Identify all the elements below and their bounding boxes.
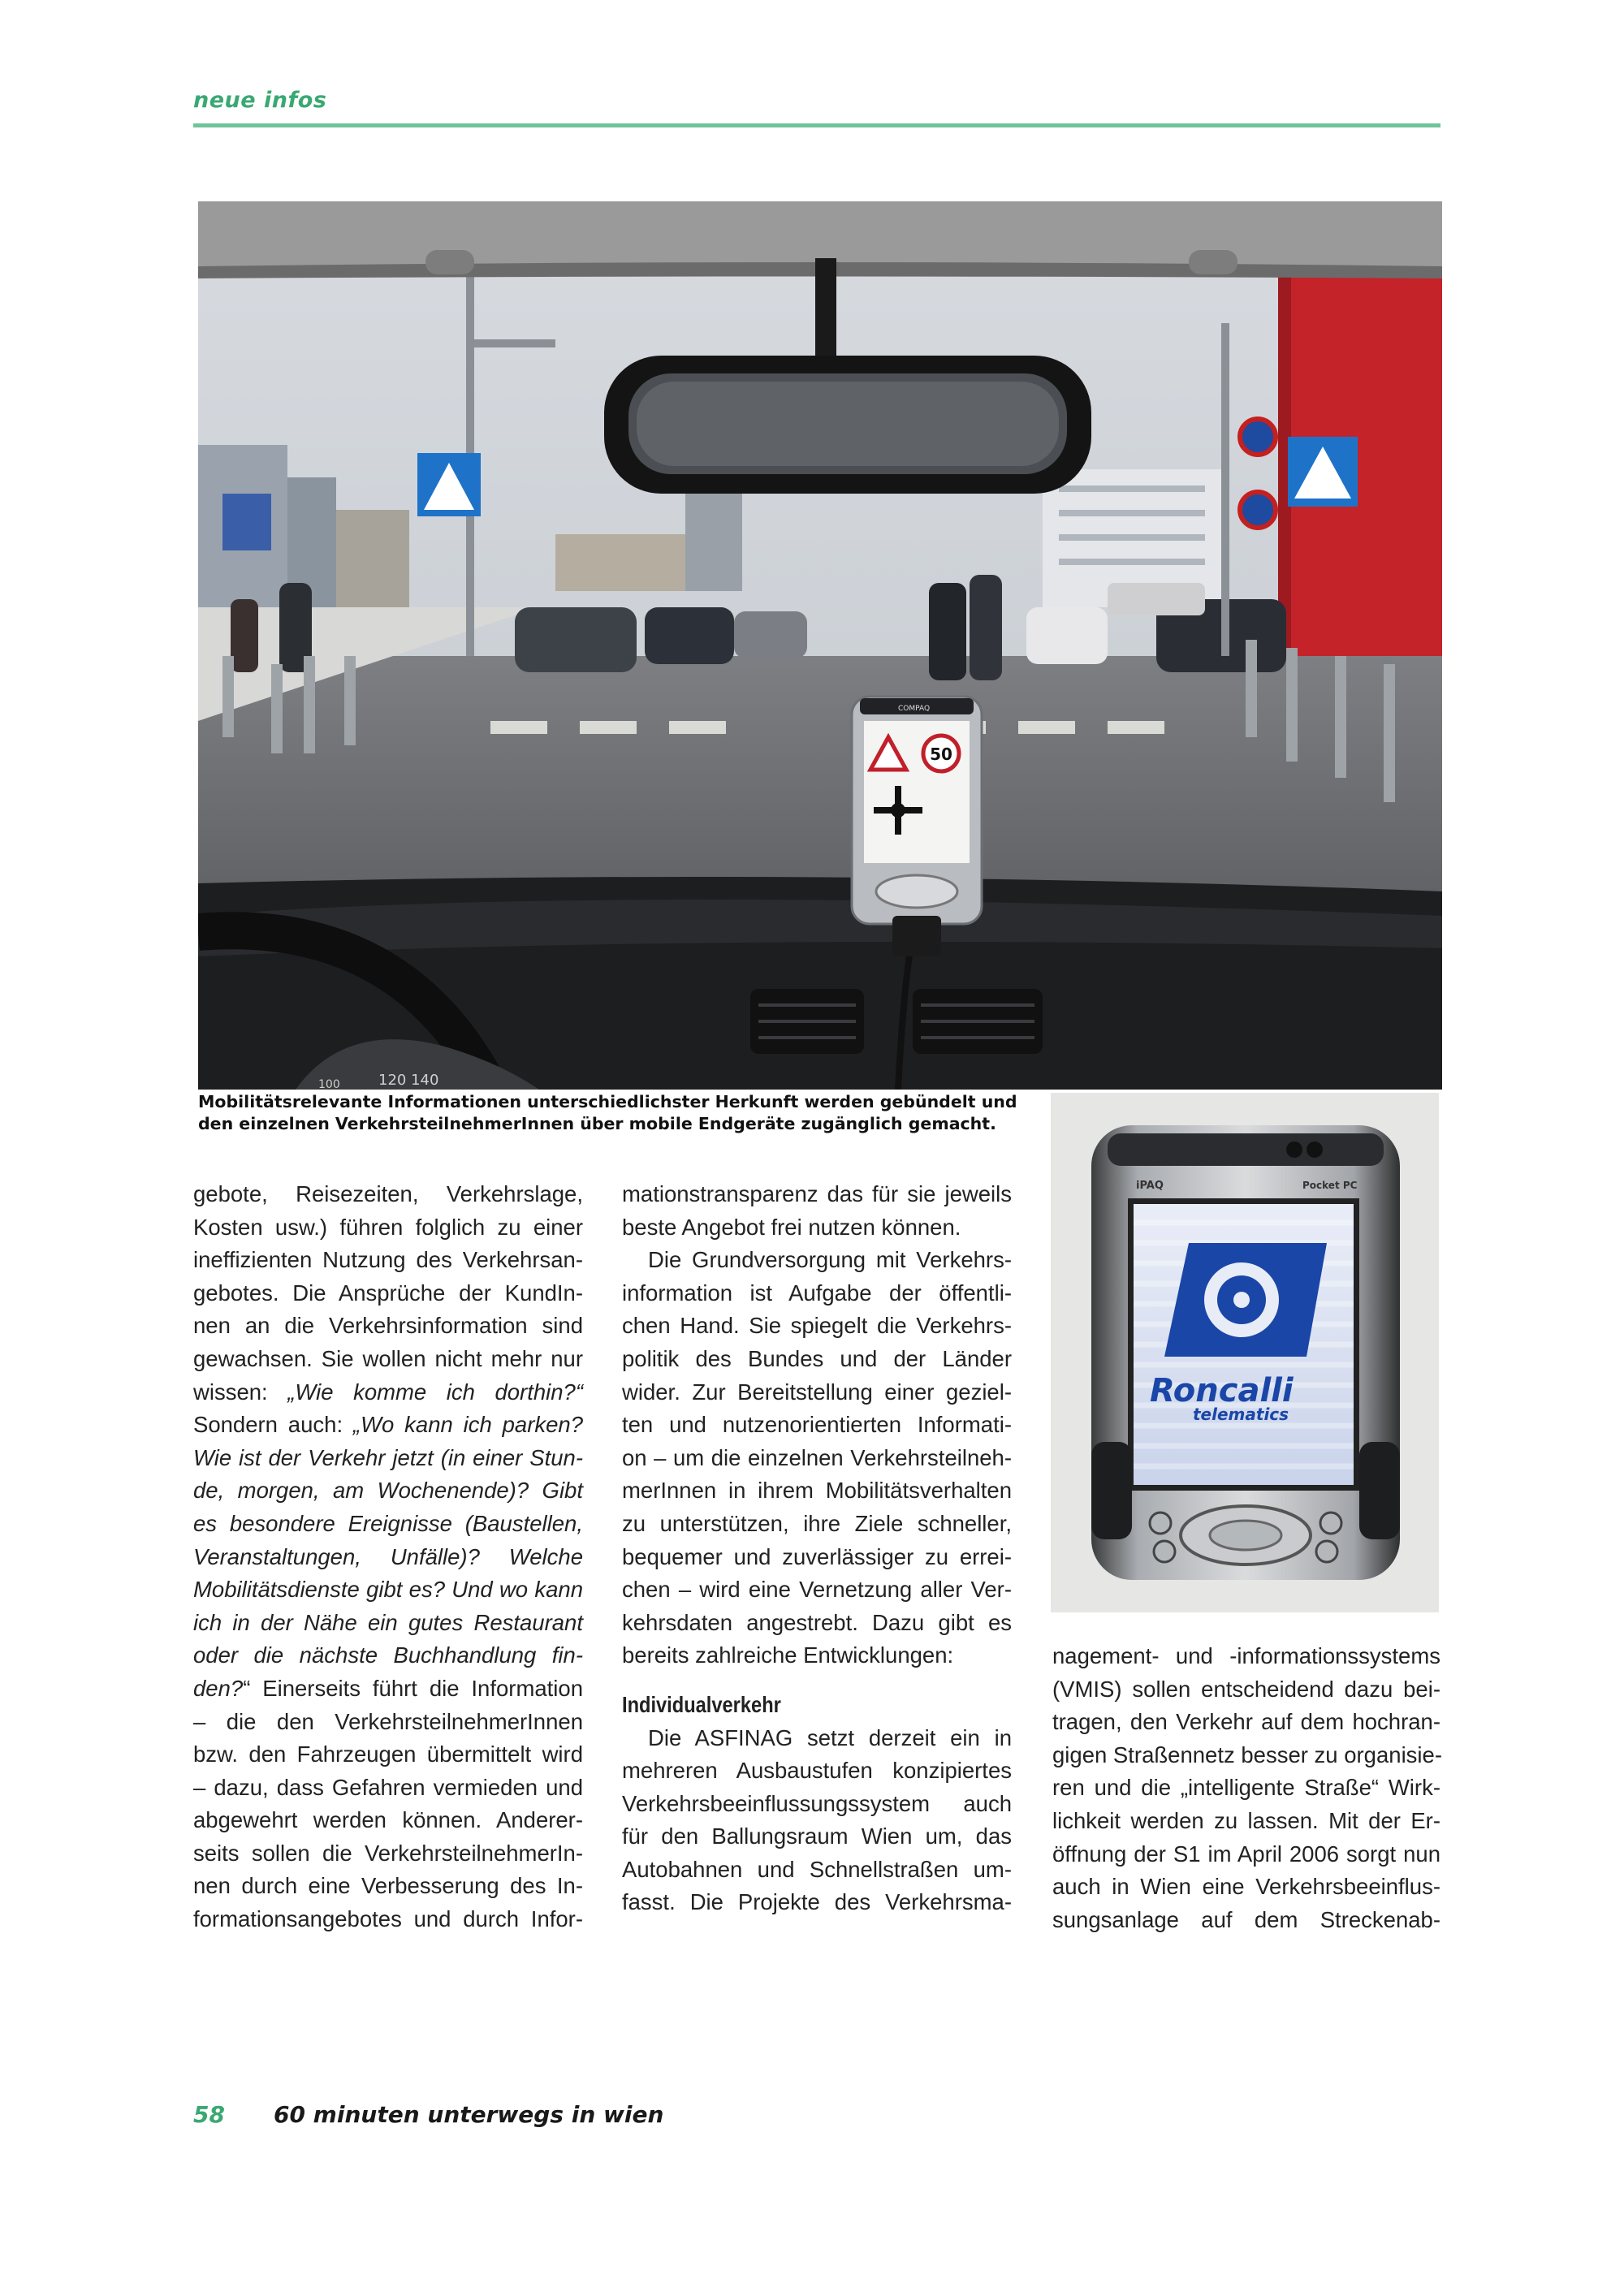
text-line: sungsanlage auf dem Streckenab- [1052,1906,1440,1932]
page-number: 58 [193,2101,225,2128]
caption-line: Mobilitätsrelevante Informationen unterschiedlichster Herkunft werden gebündelt und [198,1092,1017,1111]
text-line: öffnung der S1 im April 2006 sorgt nun [1052,1841,1440,1867]
caption-line: den einzelnen VerkehrsteilnehmerInnen über mobile Endgeräte zugänglich gemacht. [198,1114,996,1133]
text-line: bequemer und zuverlässiger zu errei- [622,1543,1012,1569]
text-line: seits sollen die VerkehrsteilnehmerIn- [193,1840,583,1866]
text-line: gebotes. Die Ansprüche der KundIn- [193,1280,583,1306]
pda-brand-left: iPAQ [1136,1180,1164,1192]
text-line: zu unterstützen, ihre Ziele schneller, [622,1510,1012,1536]
italic-fragment: Veranstaltungen, Unfälle)? Welche [193,1543,583,1569]
text-line: fasst. Die Projekte des Verkehrsma- [622,1889,1012,1915]
text-line: beste Angebot frei nutzen können. [622,1214,961,1240]
text-column-1 [193,1178,583,1936]
italic-fragment: Wie ist der Verkehr jetzt (in einer Stun- [193,1444,583,1470]
text-line [193,1672,583,1706]
section-label: neue infos [193,88,327,113]
publication-title: 60 minuten unterwegs in wien [273,2101,664,2128]
roncalli-logo-sub: telematics [1193,1405,1289,1424]
text-line: gebote, Reisezeiten, Verkehrslage, [193,1181,583,1206]
photo-caption [198,1091,1026,1135]
text-line: chen – wird eine Vernetzung aller Ver- [622,1577,1012,1603]
text-line: wider. Zur Bereitstellung einer geziel- [622,1379,1012,1405]
text-line [193,1541,583,1574]
italic-fragment: „Wo kann ich parken? [352,1412,583,1438]
page-footer [193,2101,663,2128]
text-line: auch in Wien eine Verkehrsbeeinflus- [1052,1874,1440,1900]
text-fragment: wissen: [193,1379,288,1405]
italic-fragment: „Wie komme ich dorthin?“ [287,1379,583,1405]
italic-fragment: Mobilitätsdienste gibt es? Und wo kann [193,1577,583,1603]
text-line: gewachsen. Sie wollen nicht mehr nur [193,1345,583,1371]
text-line: information ist Aufgabe der öffentli- [622,1280,1012,1306]
text-line: lichkeit werden zu lassen. Mit der Er- [1052,1807,1440,1833]
text-line [193,1409,583,1442]
text-line: bzw. den Fahrzeugen übermittelt wird [193,1741,583,1767]
text-line: ten und nutzenorientierten Informati- [622,1412,1012,1438]
text-column-3 [1052,1640,1440,1936]
text-line [193,1639,583,1672]
text-line: tragen, den Verkehr auf dem hochran- [1052,1709,1440,1735]
text-line: ren und die „intelligente Straße“ Wirk- [1052,1775,1440,1801]
text-line: politik des Bundes und der Länder [622,1345,1012,1371]
text-line: Autobahnen und Schnellstraßen um- [622,1856,1012,1882]
text-line: Die Grundversorgung mit Verkehrs- [648,1247,1012,1273]
text-line: ineffizienten Nutzung des Verkehrsan- [193,1247,583,1273]
text-line: chen Hand. Sie spiegelt die Verkehrs- [622,1313,1012,1339]
text-line [193,1508,583,1541]
speedometer-left-text: 120 140 [378,1072,439,1089]
roncalli-logo-text: Roncalli [1150,1372,1294,1409]
header-rule [193,123,1440,127]
text-line: Verkehrsbeeinflussungssystem auch [622,1790,1012,1816]
dashboard-photo [198,201,1442,1090]
text-line [193,1607,583,1640]
text-line: für den Ballungsraum Wien um, das [622,1823,1012,1849]
pda-photo [1051,1093,1439,1612]
spacer [622,1672,1012,1689]
text-line: mationstransparenz das für sie jeweils [622,1181,1012,1206]
text-line: (VMIS) sollen entscheidend dazu bei- [1052,1676,1440,1702]
text-line: mehreren Ausbaustufen konzipiertes [622,1758,1012,1784]
pda-brand-text: COMPAQ [898,705,931,713]
text-fragment: “ Einerseits führt die Information [243,1675,583,1701]
text-line [193,1376,583,1409]
text-line: Die ASFINAG setzt derzeit ein in [648,1724,1012,1750]
text-line: – die den VerkehrsteilnehmerInnen [193,1708,583,1734]
italic-fragment: es besondere Ereignisse (Baustellen, [193,1510,583,1536]
text-line: nen an die Verkehrsinformation sind [193,1313,583,1339]
text-line: abgewehrt werden können. Anderer- [193,1807,583,1833]
text-line [193,1474,583,1508]
text-line: gigen Straßennetz besser zu organisie- [1052,1741,1442,1767]
italic-fragment: den? [193,1675,244,1701]
text-line: Kosten usw.) führen folglich zu einer [193,1214,583,1240]
italic-fragment: ich in der Nähe ein gutes Restaurant [193,1609,583,1635]
subheading: Individualverkehr [622,1691,781,1717]
speedometer-right-text: 100 [318,1078,340,1090]
italic-fragment: de, morgen, am Wochenende)? Gibt [193,1478,583,1504]
text-line [193,1573,583,1607]
text-line: nen durch eine Verbesserung des In- [193,1873,583,1899]
pda-brand-right: Pocket PC [1302,1180,1358,1191]
speed-sign-value: 50 [930,744,952,764]
text-line: bereits zahlreiche Entwicklungen: [622,1642,954,1668]
italic-fragment: oder die nächste Buchhandlung fin- [193,1642,583,1668]
text-fragment: Sondern auch: [193,1412,353,1438]
text-line: on – um die einzelnen Verkehrsteilneh- [622,1444,1012,1470]
text-column-2 [622,1178,1012,1919]
text-line: kehrsdaten angestrebt. Dazu gibt es [622,1609,1012,1635]
text-line [193,1442,583,1475]
text-line: formationsangebotes und durch Infor- [193,1906,583,1932]
text-line: merInnen in ihrem Mobilitätsverhalten [622,1478,1012,1504]
text-line: – dazu, dass Gefahren vermieden und [193,1774,583,1800]
text-line: nagement- und -informationssystems [1052,1643,1440,1668]
